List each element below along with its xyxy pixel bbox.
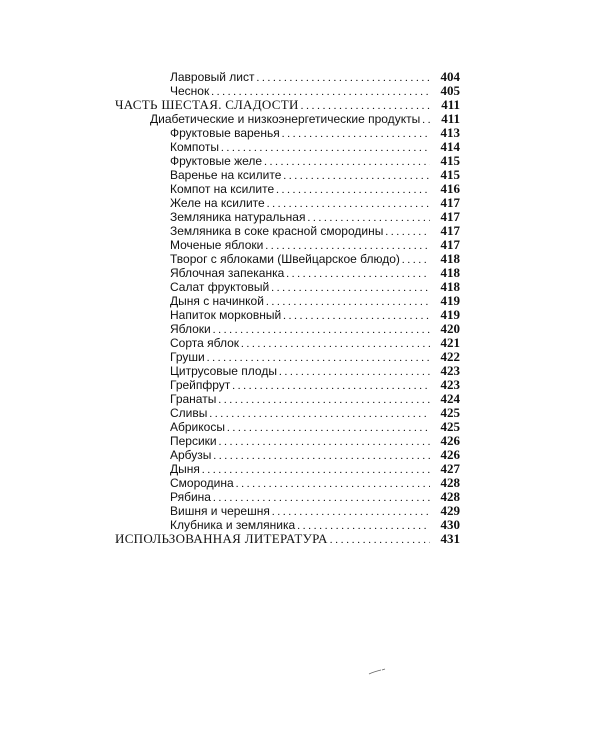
toc-entry-line <box>170 126 430 141</box>
toc-entry-page-number: 417 <box>440 195 460 210</box>
dot-leader <box>286 267 430 281</box>
toc-entry-line <box>170 70 430 85</box>
dot-leader <box>218 393 430 407</box>
toc-entry <box>0 434 600 448</box>
toc-entry <box>0 364 600 378</box>
toc-entry-line <box>170 364 430 379</box>
toc-entry <box>0 462 600 476</box>
toc-entry-title: Сливы <box>170 406 208 420</box>
toc-entry-title: Моченые яблоки <box>170 238 264 252</box>
toc-entry-line <box>170 196 430 211</box>
toc-entry-title: Фруктовые варенья <box>170 126 280 140</box>
toc-entry <box>0 70 600 84</box>
toc-entry-line <box>170 140 430 155</box>
toc-entry-line <box>170 210 430 225</box>
dot-leader <box>211 85 430 99</box>
toc-entry <box>0 322 600 336</box>
dot-leader <box>276 183 430 197</box>
toc-entry <box>0 210 600 224</box>
toc-entry-page-number: 405 <box>440 83 460 98</box>
toc-entry-line <box>170 322 430 337</box>
toc-entry <box>0 490 600 504</box>
toc-entry-title: ИСПОЛЬЗОВАННАЯ ЛИТЕРАТУРА <box>115 532 328 546</box>
toc-entry-title: Желе на ксилите <box>170 196 265 210</box>
toc-entry-line <box>170 462 430 477</box>
toc-entry-title: Яблоки <box>170 322 211 336</box>
toc-entry-page-number: 411 <box>441 97 460 112</box>
dot-leader <box>283 169 430 183</box>
toc-entry <box>0 126 600 140</box>
toc-entry-line <box>170 434 430 449</box>
toc-entry-page-number: 422 <box>440 349 460 364</box>
toc-entry <box>0 238 600 252</box>
toc-entry-page-number: 415 <box>440 153 460 168</box>
toc-entry-line <box>170 490 430 505</box>
toc-entry <box>0 350 600 364</box>
toc-entry-title: Гранаты <box>170 392 217 406</box>
toc-entry-title: Варенье на ксилите <box>170 168 282 182</box>
toc-entry-title: Лавровый лист <box>170 70 255 84</box>
toc-entry-line <box>170 504 430 519</box>
toc-entry-line <box>170 378 430 393</box>
toc-entry-page-number: 424 <box>440 391 460 406</box>
toc-entry <box>0 252 600 266</box>
toc-entry-line <box>170 406 430 421</box>
toc-entry-line <box>170 154 430 169</box>
toc-entry-line <box>170 336 430 351</box>
toc-entry <box>0 308 600 322</box>
dot-leader <box>207 351 430 365</box>
toc-entry-page-number: 417 <box>440 209 460 224</box>
dot-leader <box>271 281 430 295</box>
toc-entry-title: Клубника и земляника <box>170 518 296 532</box>
table-of-contents <box>0 70 600 546</box>
toc-entry-page-number: 418 <box>440 279 460 294</box>
dot-leader <box>213 491 430 505</box>
toc-entry-page-number: 425 <box>440 419 460 434</box>
dot-leader <box>241 337 430 351</box>
toc-entry <box>0 196 600 210</box>
toc-entry <box>0 378 600 392</box>
toc-entry-line <box>115 98 430 113</box>
toc-entry-page-number: 426 <box>440 447 460 462</box>
toc-entry-title: Творог с яблоками (Швейцарское блюдо) <box>170 252 400 266</box>
toc-entry-line <box>150 112 430 127</box>
toc-entry-page-number: 429 <box>440 503 460 518</box>
toc-entry-title: Рябина <box>170 490 211 504</box>
toc-entry-title: Цитрусовые плоды <box>170 364 277 378</box>
toc-entry <box>0 84 600 98</box>
toc-entry-page-number: 423 <box>440 377 460 392</box>
toc-entry <box>0 154 600 168</box>
toc-entry-line <box>170 518 430 533</box>
toc-entry-title: Диабетические и низкоэнергетические продукты <box>150 112 421 126</box>
toc-entry-title: Компот на ксилите <box>170 182 275 196</box>
toc-entry-title: Персики <box>170 434 217 448</box>
toc-entry-title: Груши <box>170 350 205 364</box>
toc-entry-page-number: 417 <box>440 237 460 252</box>
dot-leader <box>236 477 430 491</box>
toc-entry-line <box>170 392 430 407</box>
toc-entry <box>0 98 600 112</box>
toc-entry-line <box>170 252 430 267</box>
toc-entry <box>0 392 600 406</box>
dot-leader <box>330 533 430 547</box>
toc-entry-page-number: 427 <box>440 461 460 476</box>
dot-leader <box>272 505 430 519</box>
toc-entry <box>0 336 600 350</box>
toc-entry-line <box>170 420 430 435</box>
dot-leader <box>283 309 430 323</box>
dot-leader <box>227 421 430 435</box>
toc-entry <box>0 182 600 196</box>
toc-entry <box>0 448 600 462</box>
toc-entry <box>0 406 600 420</box>
dot-leader <box>265 239 430 253</box>
dot-leader <box>232 379 430 393</box>
toc-entry-title: Земляника натуральная <box>170 210 306 224</box>
toc-entry-line <box>170 294 430 309</box>
toc-entry-title: Фруктовые желе <box>170 154 263 168</box>
toc-entry-line <box>115 532 430 547</box>
toc-entry <box>0 420 600 434</box>
toc-entry <box>0 532 600 546</box>
toc-entry-page-number: 426 <box>440 433 460 448</box>
toc-entry-title: Грейпфрут <box>170 378 231 392</box>
dot-leader <box>266 295 430 309</box>
toc-entry-page-number: 423 <box>440 363 460 378</box>
toc-entry-title: Абрикосы <box>170 420 225 434</box>
dot-leader <box>264 155 430 169</box>
toc-entry-line <box>170 350 430 365</box>
toc-entry-page-number: 404 <box>440 69 460 84</box>
dot-leader <box>221 141 430 155</box>
toc-entry-line <box>170 476 430 491</box>
toc-entry <box>0 518 600 532</box>
toc-entry <box>0 476 600 490</box>
dot-leader <box>202 463 430 477</box>
toc-entry-title: Вишня и черешня <box>170 504 270 518</box>
toc-entry-line <box>170 168 430 183</box>
toc-entry-page-number: 428 <box>440 475 460 490</box>
toc-entry-page-number: 430 <box>440 517 460 532</box>
toc-entry-title: Земляника в соке красной смородины <box>170 224 384 238</box>
dot-leader <box>209 407 430 421</box>
toc-entry-page-number: 413 <box>440 125 460 140</box>
dot-leader <box>267 197 430 211</box>
toc-entry-line <box>170 84 430 99</box>
toc-entry-page-number: 415 <box>440 167 460 182</box>
toc-entry-page-number: 420 <box>440 321 460 336</box>
toc-entry-page-number: 418 <box>440 251 460 266</box>
toc-entry-line <box>170 448 430 463</box>
toc-entry-line <box>170 308 430 323</box>
toc-entry-page-number: 431 <box>440 531 460 546</box>
toc-entry-title: Смородина <box>170 476 234 490</box>
dot-leader <box>257 71 430 85</box>
toc-entry-title: ЧАСТЬ ШЕСТАЯ. СЛАДОСТИ <box>115 98 299 112</box>
toc-entry-title: Компоты <box>170 140 219 154</box>
toc-entry-title: Яблочная запеканка <box>170 266 285 280</box>
toc-entry <box>0 168 600 182</box>
toc-entry-title: Сорта яблок <box>170 336 240 350</box>
toc-entry-page-number: 421 <box>440 335 460 350</box>
toc-entry-page-number: 419 <box>440 293 460 308</box>
toc-entry-line <box>170 280 430 295</box>
dot-leader <box>213 323 430 337</box>
toc-entry-page-number: 411 <box>441 111 460 126</box>
dot-leader <box>282 127 430 141</box>
toc-entry-line <box>170 224 430 239</box>
toc-entry-title: Чеснок <box>170 84 210 98</box>
toc-entry-line <box>170 182 430 197</box>
dot-leader <box>297 519 430 533</box>
toc-entry-title: Салат фруктовый <box>170 280 270 294</box>
toc-entry <box>0 504 600 518</box>
dot-leader <box>301 99 430 113</box>
pen-mark <box>368 668 386 676</box>
toc-entry <box>0 140 600 154</box>
toc-entry <box>0 294 600 308</box>
toc-entry-page-number: 414 <box>440 139 460 154</box>
toc-entry-title: Дыня с начинкой <box>170 294 264 308</box>
dot-leader <box>219 435 430 449</box>
toc-entry-line <box>170 238 430 253</box>
toc-entry <box>0 112 600 126</box>
toc-entry-page-number: 417 <box>440 223 460 238</box>
toc-entry <box>0 224 600 238</box>
toc-entry-page-number: 428 <box>440 489 460 504</box>
toc-entry-page-number: 416 <box>440 181 460 196</box>
toc-entry-page-number: 418 <box>440 265 460 280</box>
dot-leader <box>279 365 430 379</box>
toc-entry <box>0 266 600 280</box>
toc-entry-page-number: 425 <box>440 405 460 420</box>
toc-entry-title: Напиток морковный <box>170 308 282 322</box>
toc-entry-line <box>170 266 430 281</box>
toc-entry-title: Арбузы <box>170 448 212 462</box>
dot-leader <box>307 211 430 225</box>
toc-entry-page-number: 419 <box>440 307 460 322</box>
dot-leader <box>213 449 430 463</box>
toc-entry <box>0 280 600 294</box>
toc-entry-title: Дыня <box>170 462 200 476</box>
